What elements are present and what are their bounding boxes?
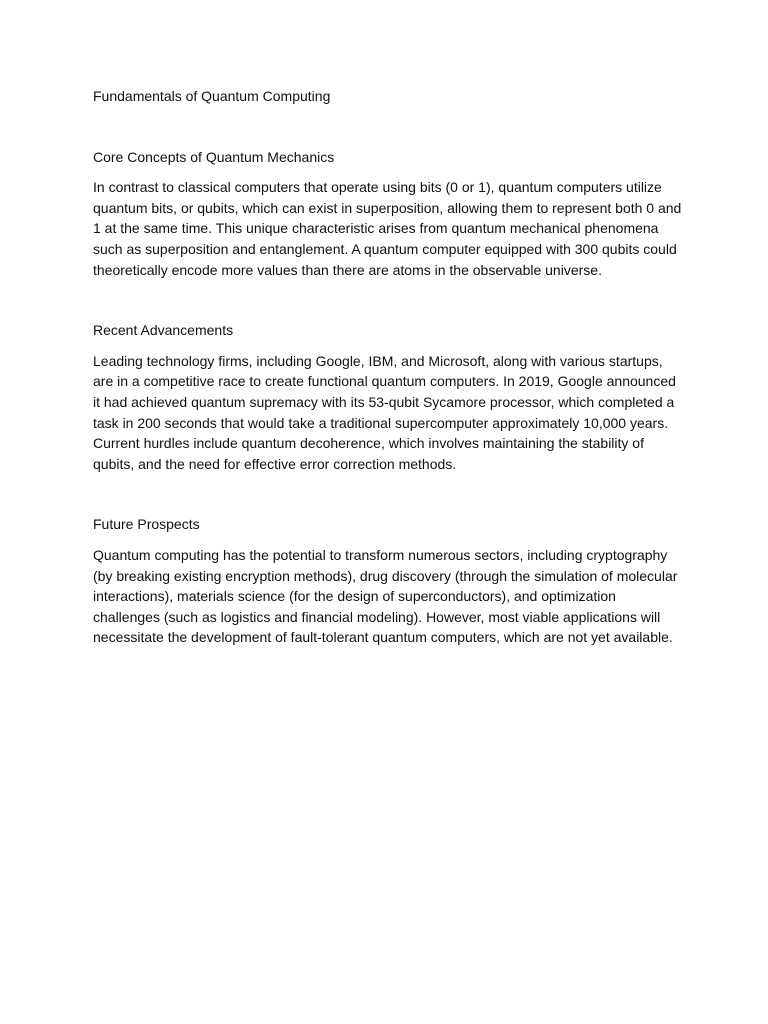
section-heading: Future Prospects: [93, 516, 200, 533]
document-title: Fundamentals of Quantum Computing: [93, 88, 331, 104]
section-future-prospects: [93, 514, 683, 648]
section-recent-advancements: [93, 320, 683, 474]
section-paragraph: In contrast to classical computers that operate using bits (0 or 1), quantum computers utilize quantum bits, or qubits, which can exist in superposition, allowing them to represent both 0 and 1 at the same time. This unique characteristic arises from quantum mechanical phenomena such as superposition and entanglement. A quantum computer equipped with 300 qubits could theoretically encode more values than there are atoms in the observable universe.: [93, 179, 682, 278]
section-core-concepts: [93, 147, 683, 281]
document-content: [93, 86, 683, 688]
section-heading: Recent Advancements: [93, 322, 234, 339]
section-heading: Core Concepts of Quantum Mechanics: [93, 148, 335, 165]
section-paragraph: Leading technology firms, including Google, IBM, and Microsoft, along with various startups, are in a competitive race to create functional quantum computers. In 2019, Google announced it had achieved quantum supremacy with its 53-qubit Sycamore processor, which completed a task in 200 seconds that would take a traditional supercomputer approximately 10,000 years. Current hurdles include quantum decoherence, which involves maintaining the stability of qubits, and the need for effective error correction methods.: [93, 352, 676, 472]
section-paragraph: Quantum computing has the potential to transform numerous sectors, including cryptography (by breaking existing encryption methods), drug discovery (through the simulation of molecular interactions), materials science (for the design of superconductors), and optimization challenges (such as logistics and financial modeling). However, most viable applications will necessitate the development of fault-tolerant quantum computers, which are not yet available.: [93, 546, 678, 646]
